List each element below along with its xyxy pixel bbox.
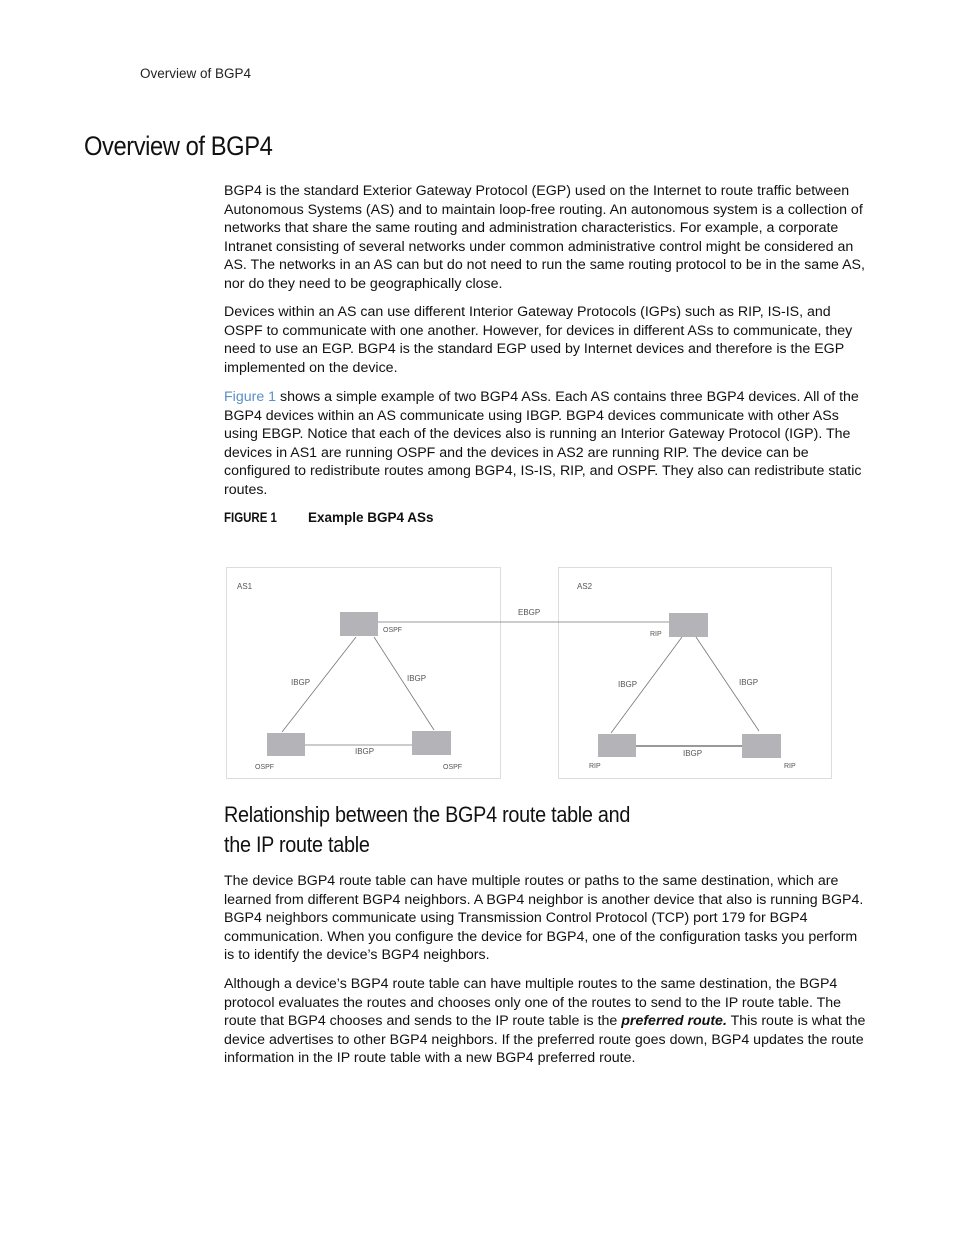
paragraph-5-text-b: This route is what the device advertises to other BGP4 neighbors. If the preferred route goes down, BGP4 updates the route information in the IP route table with a new BGP4 preferred route. — [224, 1013, 866, 1067]
as2-top-proto: RIP — [650, 631, 662, 638]
as2-ibgp-bottom-label: IBGP — [683, 749, 703, 758]
page-title: Overview of BGP4 — [84, 131, 273, 161]
body-text-section1c — [224, 388, 870, 500]
paragraph-3-text: shows a simple example of two BGP4 ASs. Each AS contains three BGP4 devices. All of the BGP4 devices within an AS communicate using IBGP. BGP4 devices communicate with other ASs using EBGP. Notice that each of the devices also is running an Interior Gateway Protocol (IGP). The devices in AS1 are running OSPF and the devices in AS2 are running RIP. The device can be configured to redistribute routes among BGP4, IS-IS, RIP, and OSPF. They also can redistribute static routes. — [224, 389, 862, 498]
body-text-section2 — [224, 872, 870, 965]
paragraph-1: BGP4 is the standard Exterior Gateway Protocol (EGP) used on the Internet to route traffic between Autonomous Systems (AS) and to maintain loop-free routing. An autonomous system is a collection of networks that share the same routing and administration characteristics. For example, a corporate Intranet consisting of several networks under common administrative control might be considered an AS. The networks in an AS can but do not need to run the same routing protocol to be in the same AS, nor do they need to be geographically close. — [224, 183, 865, 292]
ebgp-label: EBGP — [518, 608, 541, 617]
running-header: Overview of BGP4 — [140, 66, 252, 81]
paragraph-2: Devices within an AS can use different Interior Gateway Protocols (IGPs) such as RIP, IS-IS, and OSPF to communicate with one another. However, for devices in different ASs to communicate, they need to use an EGP. BGP4 is the standard EGP used by Internet devices and therefore is the EGP implemented on the device. — [224, 304, 853, 376]
as2-right-device — [742, 734, 781, 758]
subsection-title-line-2: the IP route table — [224, 832, 370, 857]
as1-right-proto: OSPF — [443, 764, 463, 771]
as1-ibgp-link-right — [374, 637, 434, 730]
preferred-route-term: preferred route. — [621, 1013, 727, 1030]
paragraph-3 — [224, 388, 870, 500]
figure-caption — [224, 510, 434, 525]
figure-title: Example BGP4 ASs — [308, 510, 434, 525]
as2-left-device — [598, 734, 636, 757]
figure-1-link[interactable]: Figure 1 — [224, 389, 277, 405]
subsection-title — [224, 800, 692, 860]
as2-top-device — [669, 613, 708, 637]
as1-right-device — [412, 731, 451, 755]
as2-ibgp-left-label: IBGP — [618, 680, 638, 689]
bgp-diagram — [224, 565, 836, 781]
subsection-title-line-1: Relationship between the BGP4 route table and — [224, 802, 631, 827]
as1-top-proto: OSPF — [383, 627, 403, 634]
as1-top-device — [340, 612, 378, 636]
body-text-section1 — [224, 182, 870, 294]
as1-left-proto: OSPF — [255, 764, 275, 771]
as2-ibgp-right-label: IBGP — [739, 678, 759, 687]
as2-left-proto: RIP — [589, 763, 601, 770]
as1-ibgp-left-label: IBGP — [291, 678, 311, 687]
paragraph-5 — [224, 975, 870, 1068]
as1-ibgp-right-label: IBGP — [407, 674, 427, 683]
figure-label: FIGURE 1 — [224, 510, 277, 525]
paragraph-5-text-a: Although a device’s BGP4 route table can have multiple routes to the same destination, the BGP4 protocol evaluates the routes and chooses only one of the routes to send to the IP route table. The route that BGP4 chooses and sends to the IP route table is the — [224, 976, 842, 1030]
as2-label: AS2 — [577, 582, 593, 591]
as2-right-proto: RIP — [784, 763, 796, 770]
as1-label: AS1 — [237, 582, 253, 591]
body-text-section2b — [224, 975, 870, 1068]
as1-left-device — [267, 733, 305, 756]
paragraph-4: The device BGP4 route table can have multiple routes or paths to the same destination, which are learned from different BGP4 neighbors. A BGP4 neighbor is another device that also is running BGP4. BGP4 neighbors communicate using Transmission Control Protocol (TCP) port 179 for BGP4 communication. When you configure the device for BGP4, one of the configuration tasks you perform is to identify the device’s BGP4 neighbors. — [224, 873, 864, 964]
as1-ibgp-bottom-label: IBGP — [355, 747, 375, 756]
body-text-section1b — [224, 303, 870, 377]
